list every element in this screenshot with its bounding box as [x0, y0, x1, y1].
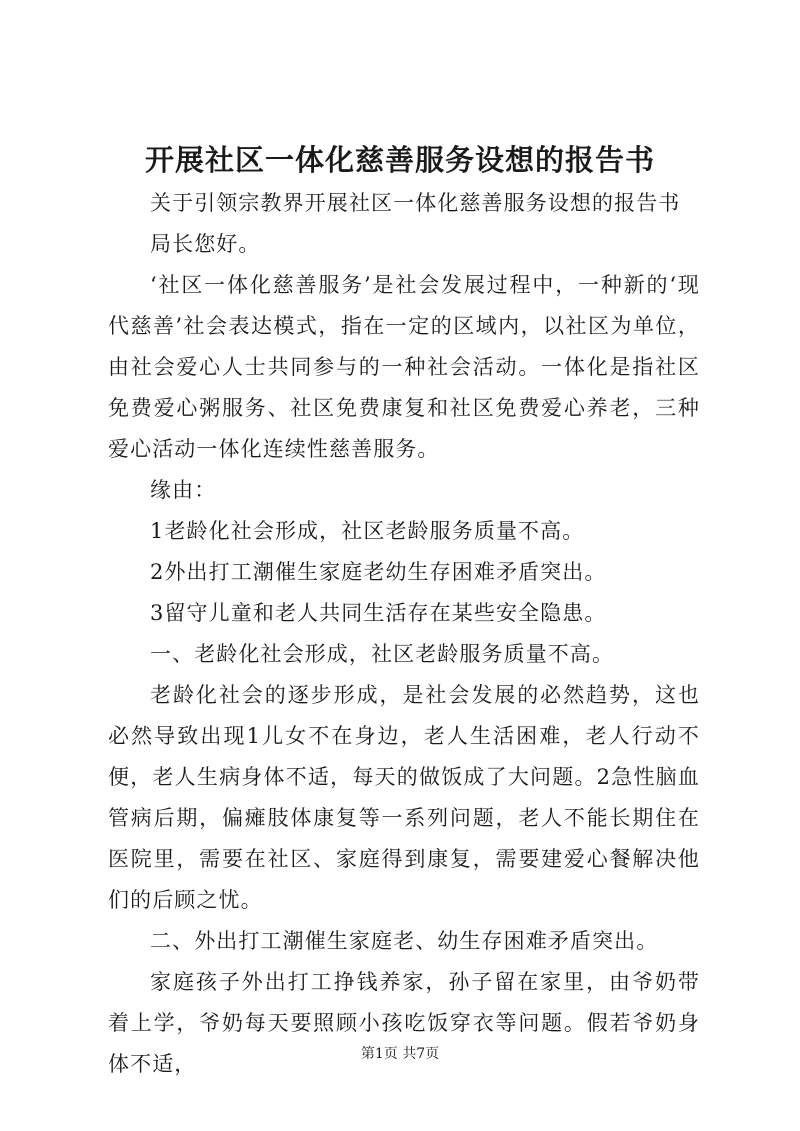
section-heading-2: 二、外出打工潮催生家庭老、幼生存困难矛盾突出。	[150, 929, 659, 953]
paragraph-reason-1: 1老龄化社会形成，社区老龄服务质量不高。	[150, 519, 585, 543]
paragraph-section-2: 家庭孩子外出打工挣钱养家，孙子留在家里，由爷奶带着上学，爷奶每天要照顾小孩吃饭穿衣等问题。假若爷奶身体不适，	[108, 970, 700, 1076]
page-footer: 第1页 共7页	[360, 1046, 440, 1062]
paragraph-reason-2: 2外出打工潮催生家庭老幼生存困难矛盾突出。	[150, 560, 607, 584]
document-body	[108, 183, 700, 1085]
paragraph-reason-heading: 缘由：	[150, 478, 217, 502]
paragraph-intro: ‘社区一体化慈善服务’是社会发展过程中，一种新的‘现代慈善’社会表达模式，指在一定的区域内，以社区为单位，由社会爱心人士共同参与的一种社会活动。一体化是指社区免费爱心粥服务、社区免费康复和社区免费爱心养老，三种爱心活动一体化连续性慈善服务。	[108, 273, 700, 461]
paragraph-greeting: 局长您好。	[150, 232, 261, 256]
paragraph-subtitle: 关于引领宗教界开展社区一体化慈善服务设想的报告书	[150, 191, 681, 215]
paragraph-section-1: 老龄化社会的逐步形成，是社会发展的必然趋势，这也必然导致出现1儿女不在身边，老人生活困难，老人行动不便，老人生病身体不适，每天的做饭成了大问题。2急性脑血管病后期，偏瘫肢体康复等一系列问题，老人不能长期住在医院里，需要在社区、家庭得到康复，需要建爱心餐解决他们的后顾之忧。	[108, 683, 700, 912]
section-heading-1: 一、老龄化社会形成，社区老龄服务质量不高。	[150, 642, 615, 666]
paragraph-reason-3: 3留守儿童和老人共同生活存在某些安全隐患。	[150, 601, 607, 625]
document-title: 开展社区一体化慈善服务设想的报告书	[144, 143, 655, 177]
